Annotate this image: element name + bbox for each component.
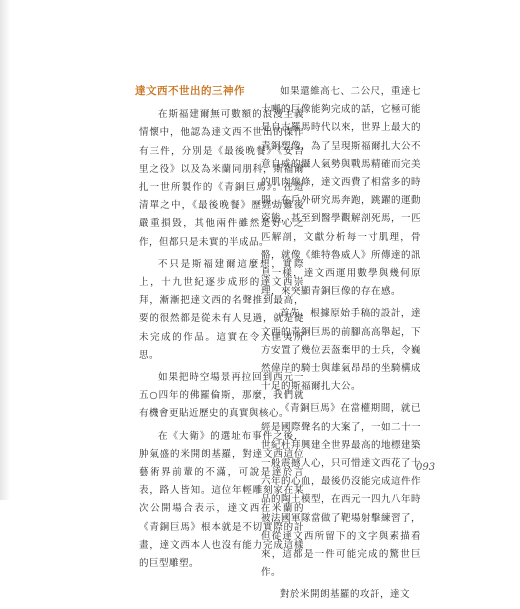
paragraph: 對於米開朗基羅的攻訐，達文 [280, 589, 411, 601]
paragraph: 如果還維高七、二公尺，重達七十噸的巨像能夠完成的話，它極可能是自古羅馬時代以來，世界上最大的青銅塑像，為了呈現斯福爾扎大公不意自威的懾人氣勢與戰馬精確而完美的肌肉線條，達文西費了相當多的時間，在戶外研究馬奔跑，跳躍的運動姿態，甚至到醫學觀解剖死馬，一匹匹解剖，文獻分析每一寸肌理，骨骼，就像《維特魯威人》所傳達的訊息一樣，達文西運用數學與幾何原理，來突顯青銅巨像的存在感。 [261, 86, 422, 298]
paragraph: 首先，根據原始手稿的設計，達文西的青銅巨馬的前腳高高舉起，下方安置了幾位丟盔棄甲的士兵，令巍然偉岸的騎士與雄氣昂昂的坐騎構成十足的斯福爾扎大公。 [261, 308, 422, 393]
section-title: 達文西不世出的三神作 [135, 85, 245, 97]
paragraph: 在《大衛》的選址布事件之後，肿氣盛的米開朗基羅，對達文西這位藝術界前輩的不滿，可說是達於言表，路人皆知。這位年輕雕刻家在某次公開場合表示，達文西在米蘭的《青銅巨馬》根本就是不切實際的計畫，達文西本人也沒有能力完成這樣的巨型雕塑。 [139, 430, 304, 570]
paragraph: 不只是斯福建爾這麼想，實際上，十九世紀逐步成形的達文西崇拜，漸漸把達文西的名聲推到最高，要的很然都是從未有人見過，就是從未完成的作品。這實在令人匪夷所思。 [139, 258, 304, 361]
paragraph: 在斯福建爾無可數額的浪漫主義情懷中，他認為達文西不世出的傑作有三件，分別是《最後晚餐》《安吉里之役》以及為米蘭同朋科，斯福爾扎一世所製作的《青銅巨馬》。在這清單之中，《最後晚餐》歷經劫難後嚴重損毀，其他兩件雖然是好心之作，但都只是未實的半成品。 [139, 109, 304, 248]
paragraph: 如果把時空場景再拉回到西元一五○四年的佛羅倫斯，那麼，我們就有機會更貼近歷史的真實與核心。 [139, 372, 304, 420]
page-spine-shadow [0, 0, 10, 500]
page-number: 093 [416, 462, 436, 473]
paragraph: 《青銅巨馬》在當權期間，就已經是國際聲名的大案了，一如二十一世紀杜拜興建全世界最高的地標建築一般震撼人心，只可惜達文西花了十六年的心血，最後仍沒能完成這件作品的陶土模型，在西元一四九八年時被法國軍隊當做了靶場射擊練習了，但從達文西所留下的文字與素描看來，這都是一件可能完成的驚世巨作。 [261, 403, 422, 579]
right-column [261, 83, 421, 609]
